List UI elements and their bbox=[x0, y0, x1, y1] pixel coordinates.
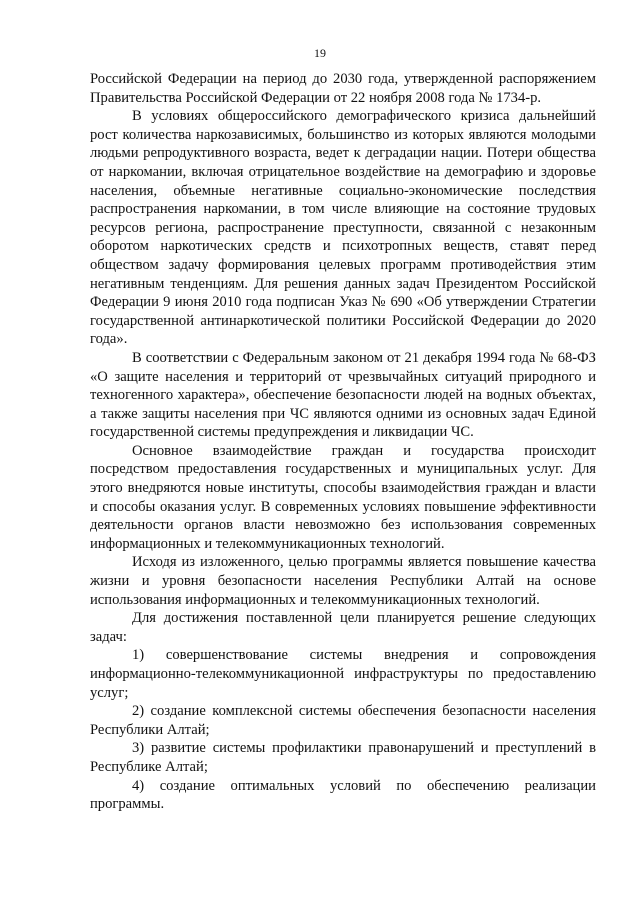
paragraph-continuation: Российской Федерации на период до 2030 года, утвержденной распоряжением Правительства Российской Федерации от 22 ноября 2008 года № 1734-р. bbox=[90, 71, 596, 106]
paragraph-tasks-intro: Для достижения поставленной цели планируется решение следующих задач: bbox=[90, 610, 596, 645]
document-body bbox=[90, 70, 596, 814]
paragraph-emergency-law: В соответствии с Федеральным законом от 21 декабря 1994 года № 68-ФЗ «О защите населения и территорий от чрезвычайных ситуаций природного и техногенного характера», обеспечение безопасности людей на водных объектах, а также защиты населения при ЧС являются одними из основных задач Единой государственной системы предупреждения и ликвидации ЧС. bbox=[90, 349, 596, 441]
page-number: 19 bbox=[314, 46, 326, 60]
paragraph-program-goal: Исходя из изложенного, целью программы является повышение качества жизни и уровня безопасности населения Республики Алтай на основе использования информационных и телекоммуникационных технологий. bbox=[90, 554, 596, 608]
paragraph-public-services: Основное взаимодействие граждан и государства происходит посредством предоставления государственных и муниципальных услуг. Для этого внедряются новые институты, способы взаимодействия граждан и власти и способы оказания услуг. В современных условиях повышение эффективности деятельности органов власти невозможно без использования современных информационных и телекоммуникационных технологий. bbox=[90, 442, 596, 552]
paragraph-drug-addiction: В условиях общероссийского демографического кризиса дальнейший рост количества наркозависимых, большинство из которых являются молодыми людьми репродуктивного возраста, ведет к деградации нации. Потери общества от наркомании, включая отрицательное воздействие на демографию и здоровье населения, объемные негативные социально-экономические последствия распространения наркомании, в том числе влияющие на состояние трудовых ресурсов региона, распространение преступности, связанной с незаконным оборотом наркотических средств и психотропных веществ, ставят перед обществом задачу формирования целевых программ противодействия этим негативным тенденциям. Для решения данных задач Президентом Российской Федерации 9 июня 2010 года подписан Указ № 690 «Об утверждении Стратегии государственной антинаркотической политики Российской Федерации до 2020 года». bbox=[90, 108, 596, 348]
task-item-1: 1) совершенствование системы внедрения и сопровождения информационно-телекоммуникационной инфраструктуры по предоставлению услуг; bbox=[90, 647, 596, 701]
task-item-2: 2) создание комплексной системы обеспечения безопасности населения Республики Алтай; bbox=[90, 703, 596, 738]
task-item-3: 3) развитие системы профилактики правонарушений и преступлений в Республике Алтай; bbox=[90, 740, 596, 775]
task-item-4: 4) создание оптимальных условий по обеспечению реализации программы. bbox=[90, 777, 596, 813]
